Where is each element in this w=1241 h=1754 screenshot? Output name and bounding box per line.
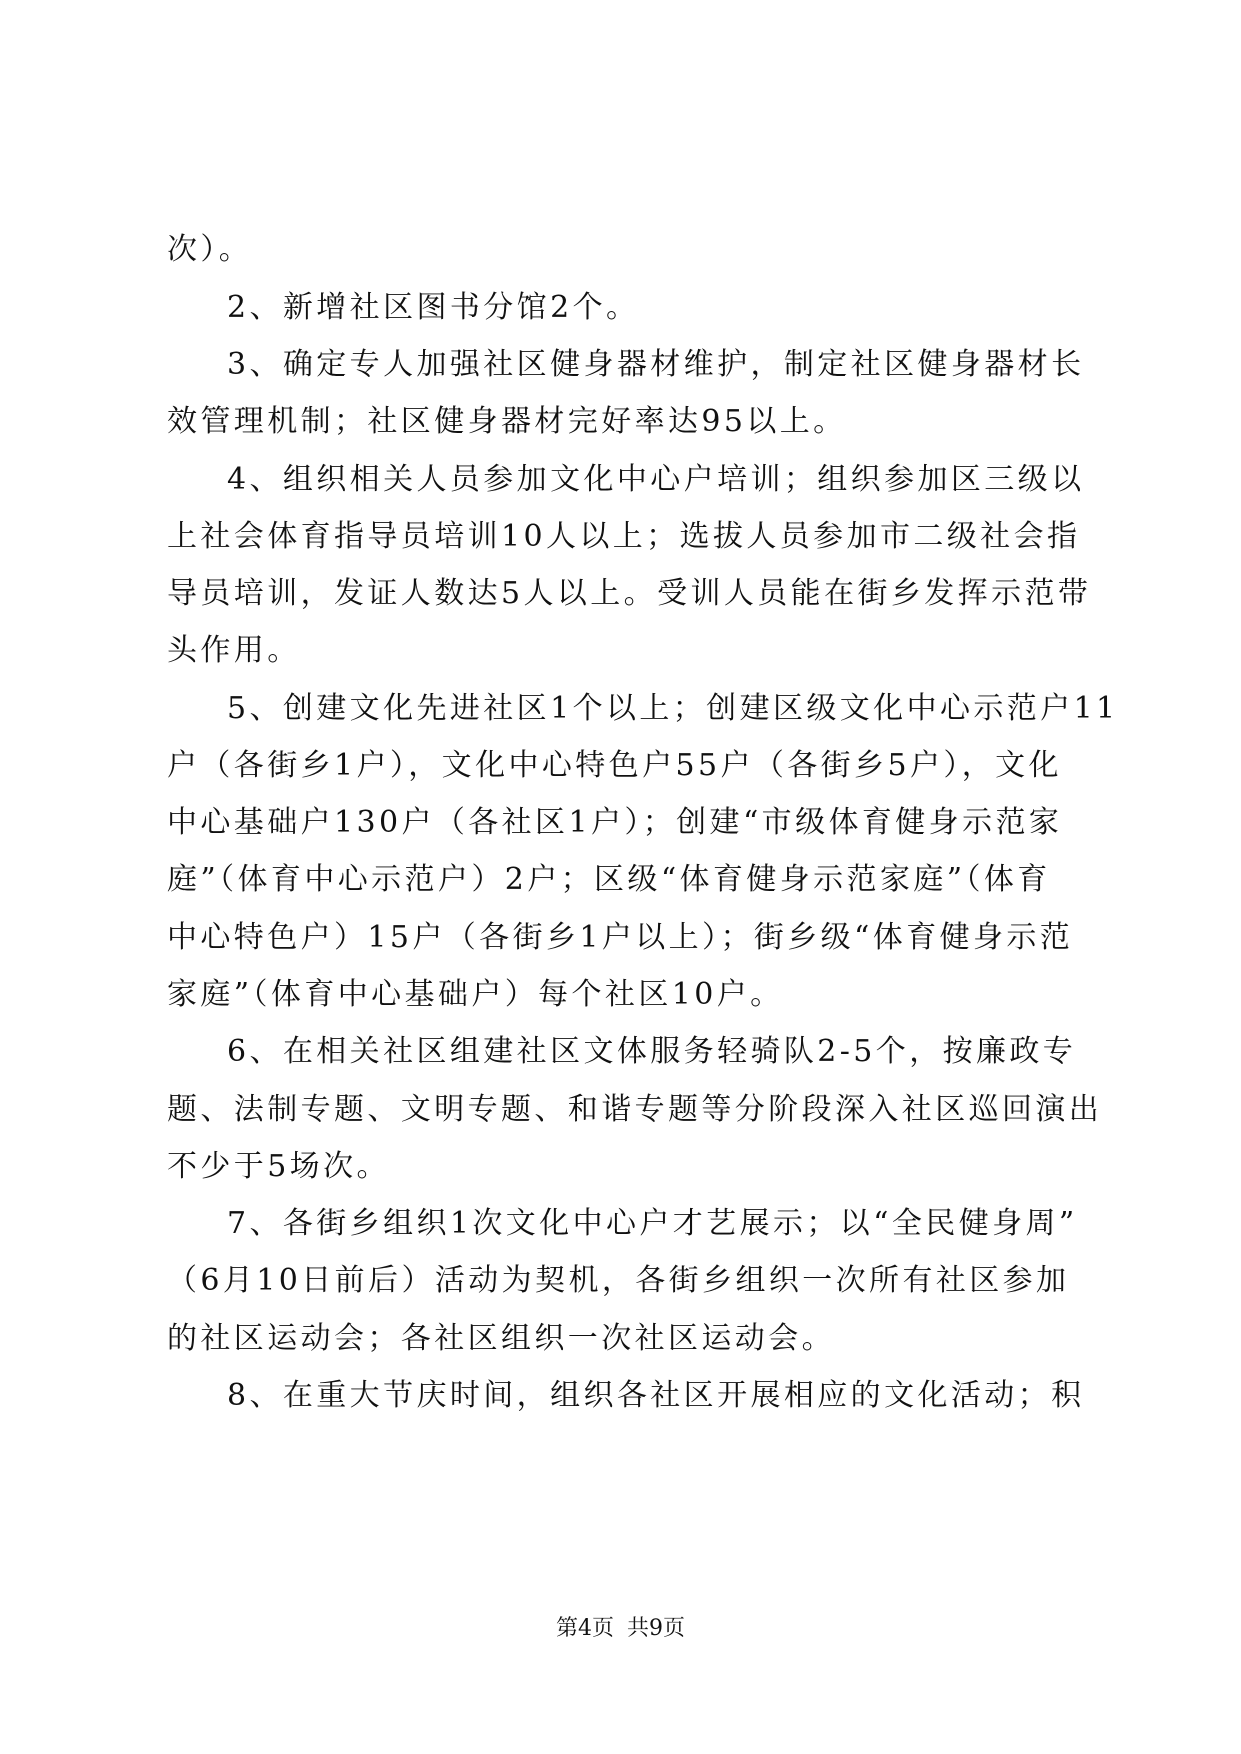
text-line: 2、新增社区图书分馆2个。 [227,290,640,325]
text-line: 4、组织相关人员参加文化中心户培训；组织参加区三级以 [227,462,1085,497]
text-line: 5、创建文化先进社区1个以上；创建区级文化中心示范户11 [227,691,1119,726]
text-line: 中心基础户130户（各社区1户）；创建“市级体育健身示范家 [167,805,1063,840]
text-line: 中心特色户）15户（各街乡1户以上）；街乡级“体育健身示范 [167,920,1074,955]
text-line: 8、在重大节庆时间，组织各社区开展相应的文化活动；积 [227,1378,1085,1413]
text-line: 效管理机制；社区健身器材完好率达95以上。 [167,404,847,439]
page-number: 第4页 [556,1616,614,1641]
text-line: 的社区运动会；各社区组织一次社区运动会。 [167,1321,835,1356]
page-footer [0,1614,1241,1644]
text-line: 6、在相关社区组建社区文体服务轻骑队2-5个，按廉政专 [227,1034,1077,1069]
text-line: （6月10日前后）活动为契机，各街乡组织一次所有社区参加 [167,1263,1070,1298]
text-line: 不少于5场次。 [167,1149,390,1184]
text-line: 导员培训，发证人数达5人以上。受训人员能在街乡发挥示范带 [167,576,1092,611]
text-line: 户（各街乡1户），文化中心特色户55户（各街乡5户），文化 [167,748,1062,783]
total-pages: 共9页 [627,1616,685,1641]
text-line: 3、确定专人加强社区健身器材维护，制定社区健身器材长 [227,347,1085,382]
text-line: 7、各街乡组织1次文化中心户才艺展示；以“全民健身周” [227,1206,1078,1241]
text-line: 头作用。 [167,633,301,668]
text-line: 上社会体育指导员培训10人以上；选拔人员参加市二级社会指 [167,519,1081,554]
text-line: 家庭”（体育中心基础户）每个社区10户。 [167,977,784,1012]
text-line: 庭”（体育中心示范户）2户；区级“体育健身示范家庭”（体育 [167,862,1051,897]
text-line: 题、法制专题、文明专题、和谐专题等分阶段深入社区巡回演出 [167,1092,1103,1127]
text-line: 次）。 [167,232,253,267]
